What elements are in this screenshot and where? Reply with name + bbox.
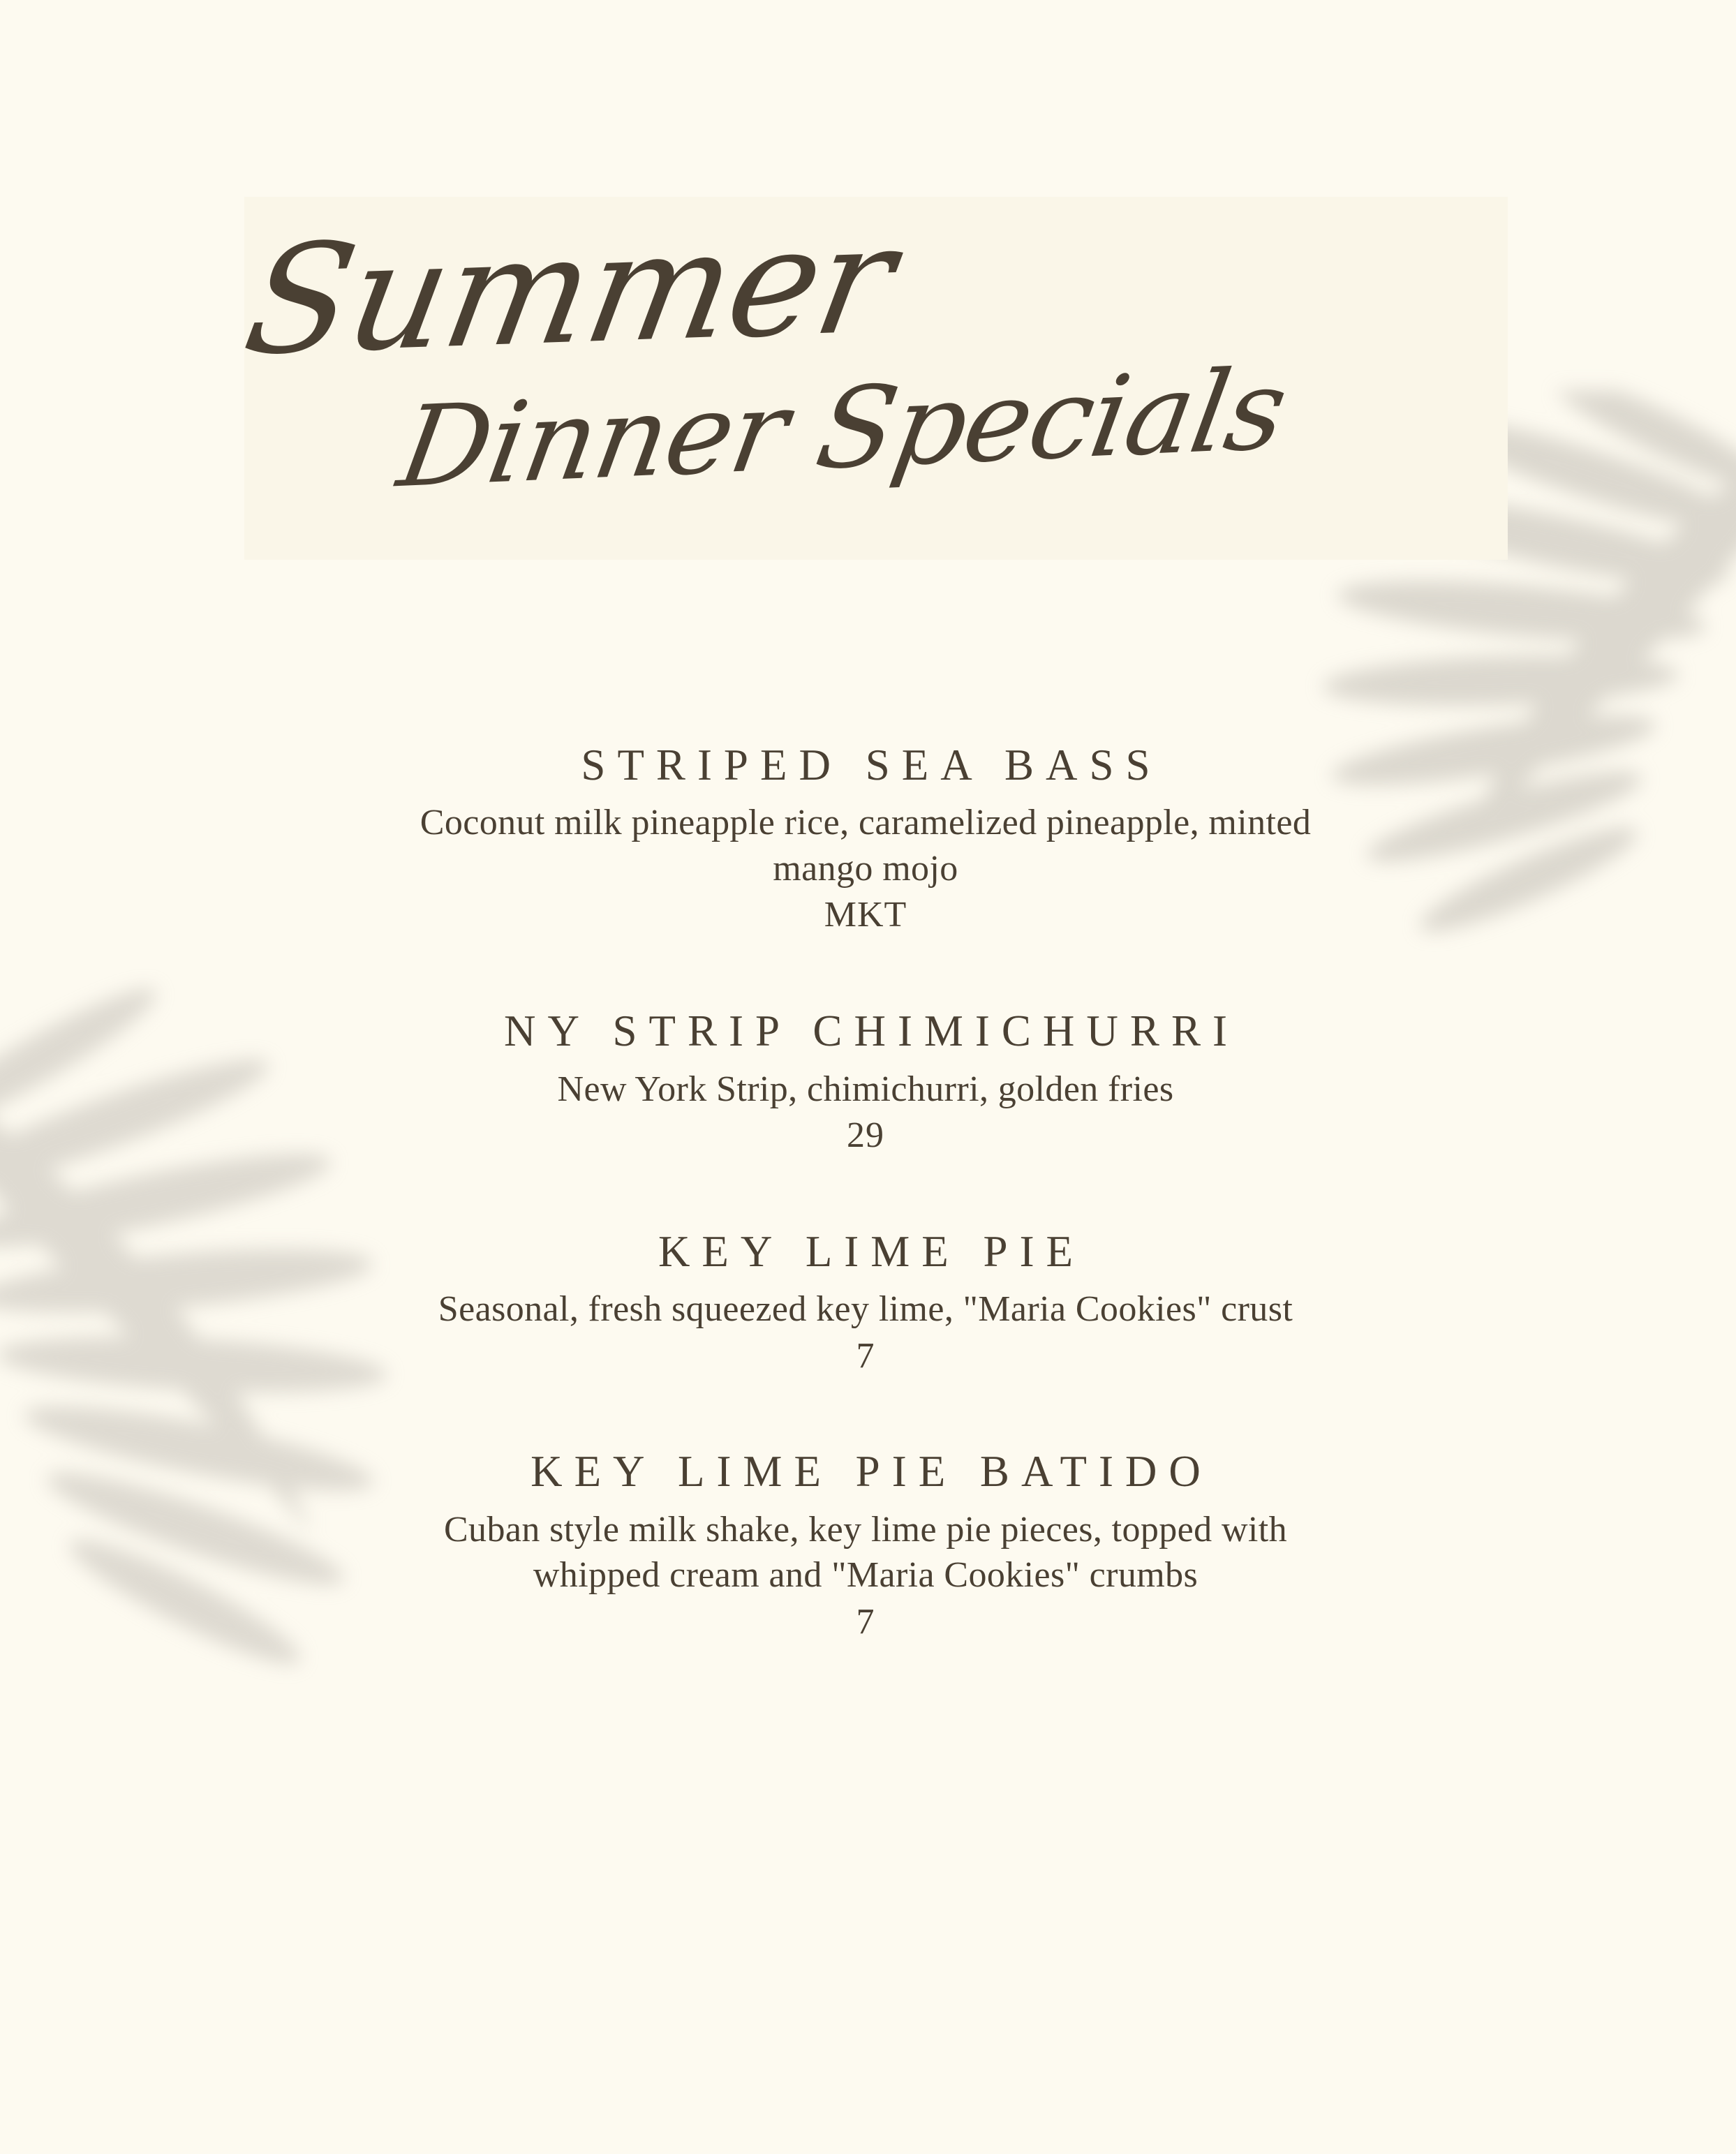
menu-item — [300, 1006, 1431, 1159]
menu-item-description: New York Strip, chimichurri, golden fries — [557, 1069, 1174, 1109]
menu-item-price: 29 — [847, 1115, 884, 1156]
menu-item-name: KEY LIME PIE BATIDO — [531, 1447, 1212, 1496]
menu-list — [300, 740, 1431, 1645]
page-title-dinner-specials: Dinner Specials — [390, 343, 1295, 513]
menu-item-price: 7 — [856, 1335, 875, 1376]
menu-item-price: MKT — [824, 895, 907, 935]
menu-item — [300, 1446, 1431, 1645]
menu-item-name: NY STRIP CHIMICHURRI — [504, 1007, 1239, 1056]
menu-item — [300, 1226, 1431, 1380]
menu-item-description: Seasonal, fresh squeezed key lime, "Maria Cookies" crust — [438, 1289, 1293, 1330]
menu-item — [300, 740, 1431, 939]
menu-item-description: Cuban style milk shake, key lime pie pieces, topped with whipped cream and "Maria Cookies" crumbs — [443, 1509, 1288, 1596]
menu-item-name: STRIPED SEA BASS — [581, 741, 1162, 789]
menu-item-price: 7 — [856, 1601, 875, 1642]
page-title-summer: Summer — [233, 191, 905, 389]
menu-item-description: Coconut milk pineapple rice, caramelized pineapple, minted mango mojo — [420, 803, 1312, 889]
menu-item-name: KEY LIME PIE — [658, 1226, 1085, 1276]
